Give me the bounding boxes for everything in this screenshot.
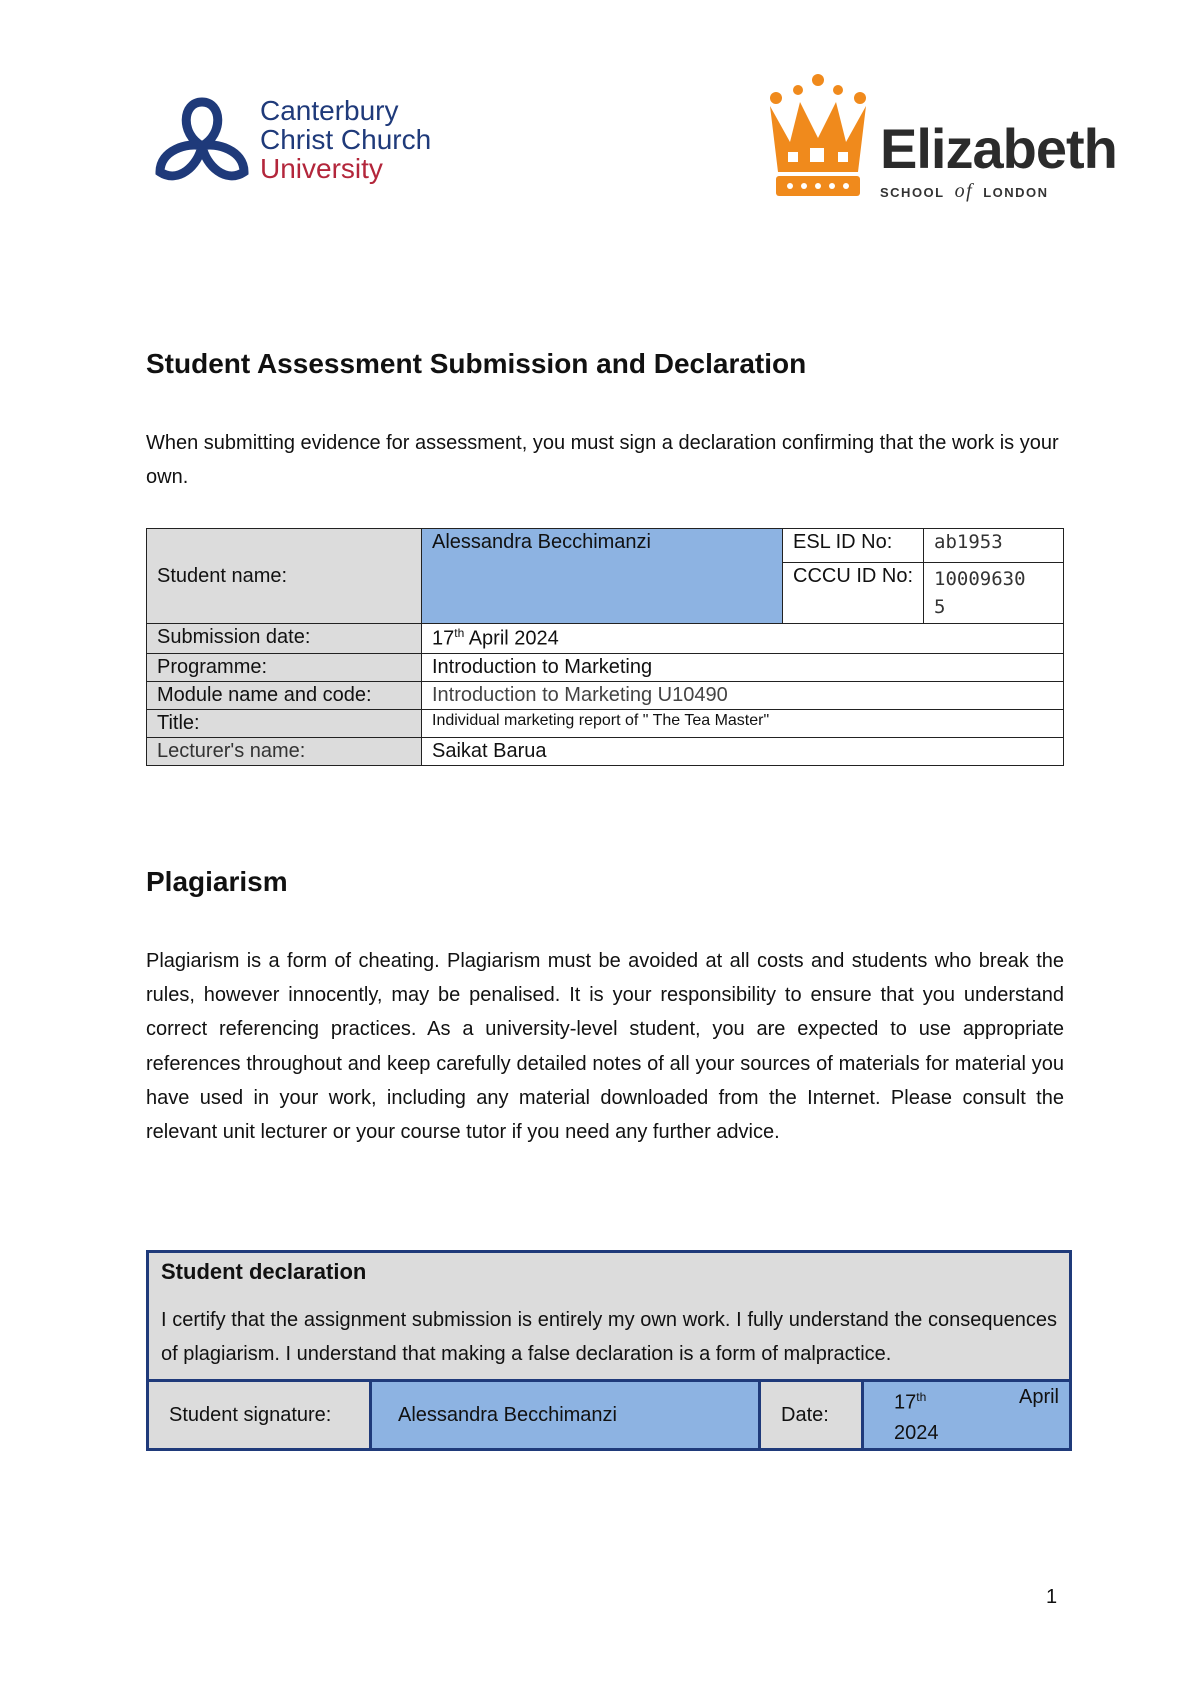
esl-name: Elizabeth [880,117,1117,180]
plagiarism-text: Plagiarism is a form of cheating. Plagiarism must be avoided at all costs and students who break the rules, however innocently, may be penalised. It is your responsibility to ensure that you understand correct referencing practices. As a university-level student, you are expected to use appropriate references throughout and keep carefully detailed notes of all your sources of materials for material you have used in your work, including any material downloaded from the Internet. Please consult the relevant unit lecturer or your course tutor if you need any further advice. [146,950,1064,1144]
title-label: Title: [147,709,422,737]
ccu-line3: University [260,153,383,184]
date-suffix: th [916,1390,927,1405]
page-number: 1 [1046,1586,1058,1608]
ccu-line2: Christ Church [260,124,432,155]
date-label: Date: [760,1381,863,1449]
submission-date-day: 17 [432,627,455,650]
student-declaration-box [146,1250,1072,1451]
ccu-logo [152,88,452,188]
esl-sub-right: LONDON [983,185,1049,200]
esl-id-label: ESL ID No: [783,529,924,563]
esl-logo [760,72,1117,202]
trefoil-logo-icon [152,94,252,186]
module-value: Introduction to Marketing U10490 [422,681,1064,709]
esl-id-value: ab1953 [924,529,1064,563]
signature-table [149,1379,1069,1448]
intro-text: When submitting evidence for assessment, you must sign a declaration confirming that the work is your own. [146,432,1059,488]
esl-sub-of: of [954,180,974,202]
declaration-heading: Student declaration [161,1259,367,1284]
submission-date-rest: April 2024 [464,627,559,650]
declaration-text: I certify that the assignment submission is entirely my own work. I fully understand the consequences of plagiarism. I understand that making a false declaration is a form of malpractice. [161,1309,1057,1365]
date-month: April [1018,1386,1059,1409]
submission-date-suffix: th [454,626,465,640]
programme-label: Programme: [147,653,422,681]
esl-subtitle [880,180,1049,203]
student-name-value: Alessandra Becchimanzi [422,529,783,624]
date-day: 17 [894,1391,917,1414]
crown-logo-icon [760,72,876,200]
lecturer-label: Lecturer's name: [147,737,422,765]
date-year: 2024 [894,1421,939,1444]
esl-sub-left: SCHOOL [880,185,945,200]
lecturer-value: Saikat Barua [422,737,1064,765]
cccu-id-line2: 5 [934,596,946,618]
submission-date-label: Submission date: [147,624,422,654]
ccu-line1: Canterbury [260,95,399,126]
signature-label: Student signature: [149,1381,371,1449]
cccu-id-value [924,563,1064,624]
page-title: Student Assessment Submission and Declaration [146,348,807,379]
title-value: Individual marketing report of " The Tea Master" [422,709,1064,737]
module-label: Module name and code: [147,681,422,709]
submission-date-value [422,624,1064,654]
programme-value: Introduction to Marketing [422,653,1064,681]
submission-info-table [146,528,1064,766]
student-name-label: Student name: [147,529,422,624]
cccu-id-line1: 10009630 [934,568,1026,590]
plagiarism-heading: Plagiarism [146,866,288,897]
cccu-id-label: CCCU ID No: [783,563,924,624]
signature-value: Alessandra Becchimanzi [371,1381,760,1449]
date-value [863,1381,1070,1449]
